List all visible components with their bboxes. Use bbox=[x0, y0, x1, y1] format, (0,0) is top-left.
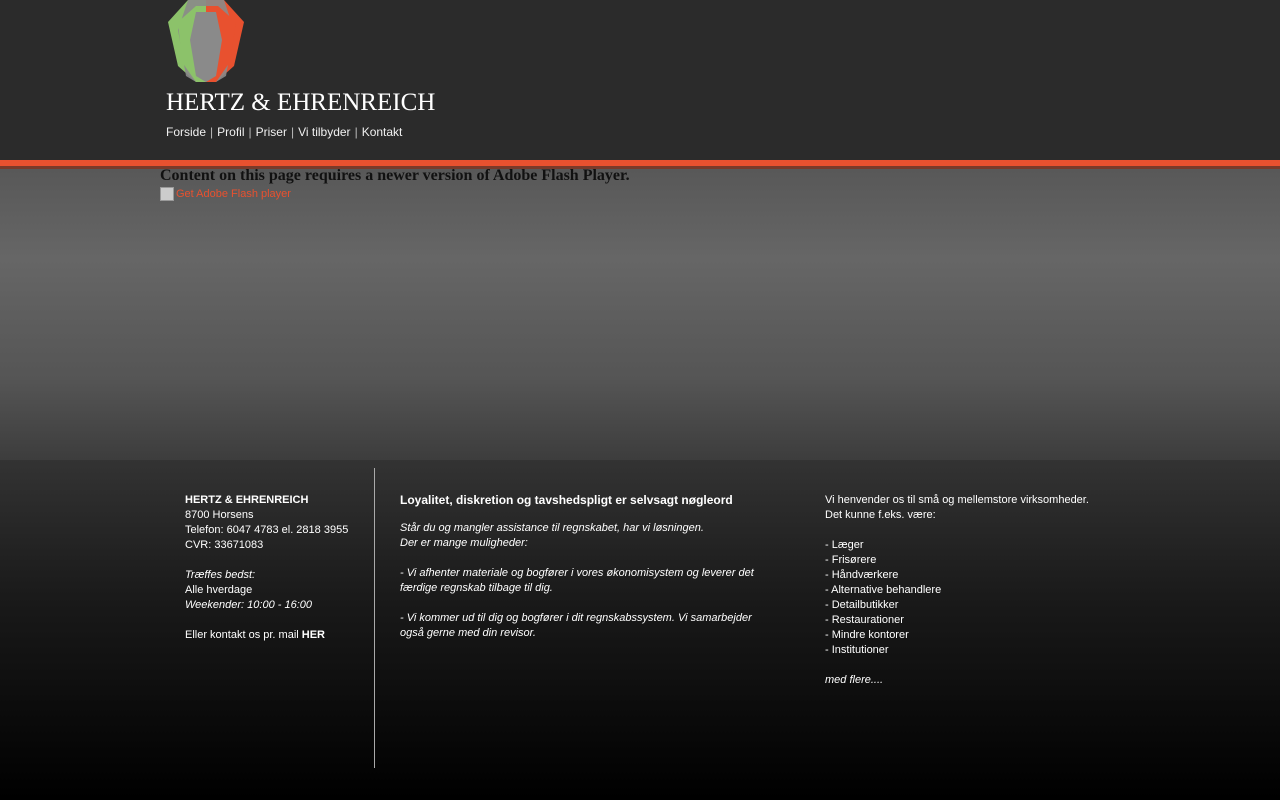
contact-column bbox=[185, 493, 365, 643]
main-nav bbox=[166, 125, 402, 139]
nav-profil[interactable]: Profil bbox=[217, 125, 245, 139]
list-item: - Restaurationer bbox=[825, 614, 904, 626]
nav-separator: | bbox=[248, 125, 252, 139]
mail-link[interactable]: HER bbox=[301, 629, 326, 641]
brand-name: HERTZ & EHRENREICH bbox=[166, 89, 436, 116]
list-item: - Frisørere bbox=[825, 554, 877, 566]
company-name: HERTZ & EHRENREICH bbox=[185, 494, 309, 506]
hours-label: Træffes bedst: bbox=[185, 569, 256, 581]
list-item: - Detailbutikker bbox=[825, 599, 899, 611]
nav-separator: | bbox=[210, 125, 214, 139]
mail-contact bbox=[185, 628, 365, 643]
nav-separator: | bbox=[290, 125, 295, 139]
list-item: - Institutioner bbox=[825, 644, 889, 656]
nav-kontakt[interactable]: Kontakt bbox=[361, 125, 403, 139]
flash-message: Content on this page requires a newer version of Adobe Flash Player. bbox=[160, 167, 630, 184]
nav-priser[interactable]: Priser bbox=[255, 125, 287, 139]
get-flash-link-text: Get Adobe Flash player bbox=[176, 188, 291, 200]
list-item: - Mindre kontorer bbox=[825, 629, 909, 641]
footer-divider bbox=[374, 468, 375, 768]
logo[interactable] bbox=[166, 0, 486, 120]
hours-weekend: Weekender: 10:00 - 16:00 bbox=[185, 599, 312, 611]
company-phone: Telefon: 6047 4783 el. 2818 3955 bbox=[185, 524, 349, 536]
nav-separator: | bbox=[354, 125, 358, 139]
target-intro-2: Det kunne f.eks. være: bbox=[825, 509, 936, 521]
list-item: - Håndværkere bbox=[825, 569, 899, 581]
list-item: - Alternative behandlere bbox=[825, 584, 942, 596]
services-intro-1: Står du og mangler assistance til regnskabet, har vi løsningen. bbox=[400, 522, 704, 534]
services-option-2: - Vi kommer ud til dig og bogfører i dit regnskabssystem. Vi samarbejder også gerne med din revisor. bbox=[400, 612, 752, 639]
nav-forside[interactable]: Forside bbox=[166, 125, 207, 139]
get-flash-link[interactable] bbox=[160, 187, 291, 201]
target-column bbox=[825, 493, 1125, 688]
services-option-1: - Vi afhenter materiale og bogfører i vores økonomisystem og leverer det færdige regnskab tilbage til dig. bbox=[400, 567, 754, 594]
list-item: - Læger bbox=[825, 539, 864, 551]
company-city: 8700 Horsens bbox=[185, 509, 254, 521]
services-intro-2: Der er mange muligheder: bbox=[400, 537, 528, 549]
shield-logo-icon bbox=[166, 0, 486, 120]
mail-contact-text: Eller kontakt os pr. mail bbox=[185, 629, 299, 641]
company-cvr: CVR: 33671083 bbox=[185, 539, 264, 551]
nav-vi-tilbyder[interactable]: Vi tilbyder bbox=[298, 125, 351, 139]
services-heading: Loyalitet, diskretion og tavshedspligt er selvsagt nøgleord bbox=[400, 493, 733, 507]
target-intro-1: Vi henvender os til små og mellemstore virksomheder. bbox=[825, 494, 1089, 506]
target-more: med flere.... bbox=[825, 674, 884, 686]
services-column bbox=[400, 493, 770, 641]
broken-image-icon bbox=[160, 187, 174, 201]
hours-weekdays: Alle hverdage bbox=[185, 584, 253, 596]
flash-placeholder bbox=[0, 169, 1280, 469]
header bbox=[0, 0, 1280, 160]
